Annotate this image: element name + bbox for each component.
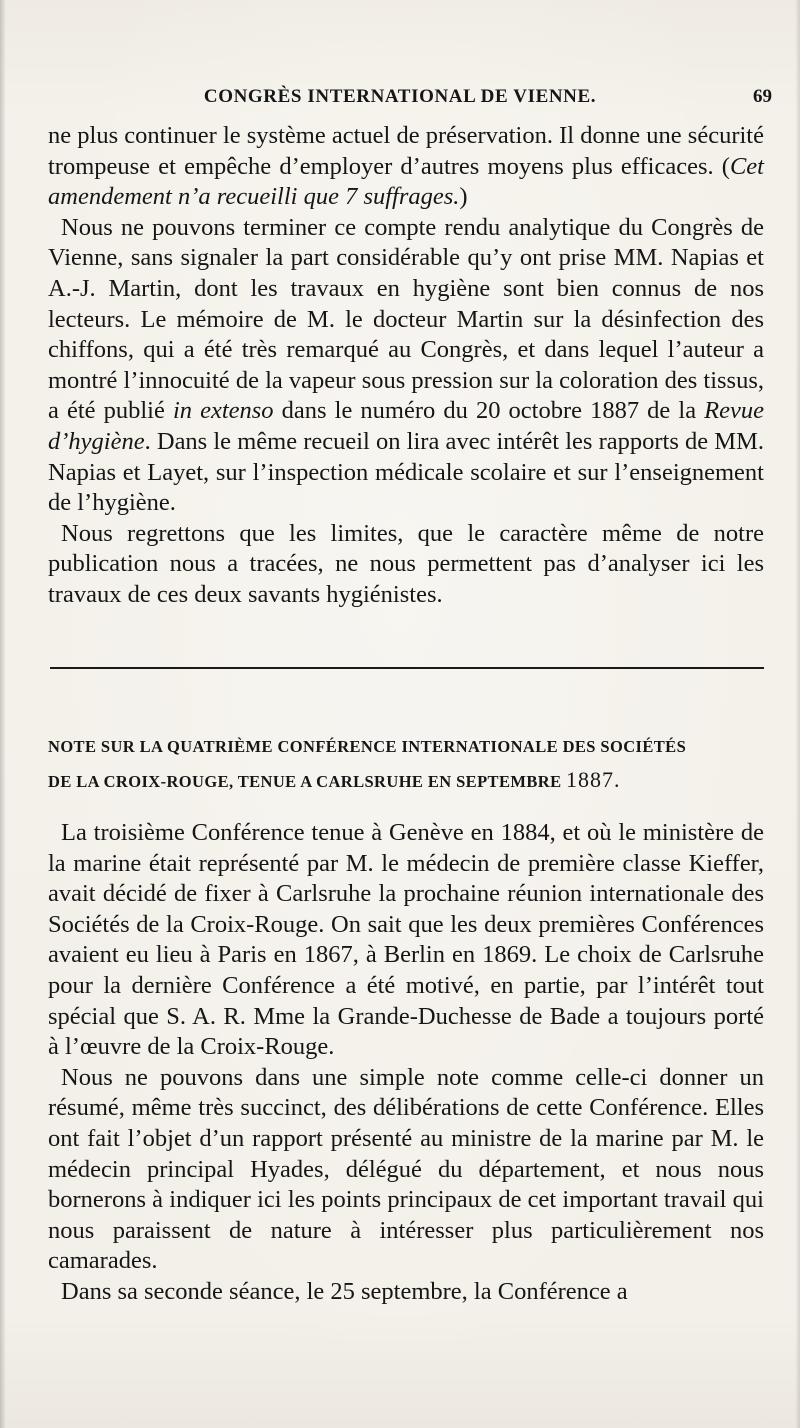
scan-edge-shadow-right [795,0,800,1428]
note-heading-line-2: DE LA CROIX-ROUGE, TENUE A CARLSRUHE EN SEPTEMBRE 1887. [48,767,621,792]
paragraph-resume: Nous ne pouvons dans une simple note comme celle-ci donner un résumé, même très succinct, des délibérations de cette Conférence. Elles ont fait l’objet d’un rapport présenté au ministre de la marine par M. le médecin principal Hyades, délégué du département, et nous nous bornerons à indiquer ici les points principaux de cet important travail qui nous paraissent de nature à intéresser plus particulièrement nos camarades. [48,1063,764,1275]
section-divider [50,667,764,669]
paragraph-congres-vienne: Nous ne pouvons terminer ce compte rendu analytique du Congrès de Vienne, sans signaler la part considérable qu’y ont prise MM. Napias et A.-J. Martin, dont les travaux en hygiène sont bien connus de nos lecteurs. Le mémoire de M. le docteur Martin sur la désinfection des chiffons, qui a été très remarqué au Congrès, et dans lequel l’auteur a montré l’innocuité de la vapeur sous pression sur la coloration des tissus, a été publié in extenso dans le numéro du 20 octobre 1887 de la Revue d’hygiène. Dans le même recueil on lira avec intérêt les rapports de MM. Napias et Layet, sur l’inspection médicale scolaire et sur l’enseignement de l’hygiène. [48,213,764,517]
paragraph-continuation: ne plus continuer le système actuel de préservation. Il donne une sécurité trompeuse et empêche d’employer d’autres moyens plus efficaces. (Cet amendement n’a recueilli que 7 suffrages.) [48,122,764,211]
italic-revue-hygiene: Revue d’hygiène [48,397,764,455]
page-header [0,86,800,112]
scan-edge-shadow-left [0,0,6,1428]
paragraph-troisieme-conference: La troisième Conférence tenue à Genève en 1884, et où le ministère de la marine était représenté par M. le médecin de première classe Kieffer, avait décidé de fixer à Carlsruhe la prochaine réunion internationale des Sociétés de la Croix-Rouge. On sait que les deux premières Conférences avaient eu lieu à Paris en 1867, à Berlin en 1869. Le choix de Carlsruhe pour la dernière Conférence a été motivé, en partie, par l’intérêt tout spécial que S. A. R. Mme la Grande-Duchesse de Bade a toujours porté à l’œuvre de la Croix-Rouge. [48,819,764,1061]
running-title: CONGRÈS INTERNATIONAL DE VIENNE. [203,86,597,107]
note-heading [48,730,764,798]
body-section-2 [48,818,764,1308]
paragraph-regrets: Nous regrettons que les limites, que le caractère même de notre publication nous a tracées, ne nous permettent pas d’analyser ici les travaux de ces deux savants hygiénistes. [48,519,764,608]
note-heading-line-1: NOTE SUR LA QUATRIÈME CONFÉRENCE INTERNATIONALE DES SOCIÉTÉS [48,737,687,756]
italic-in-extenso: in extenso [172,397,274,425]
paragraph-seconde-seance: Dans sa seconde séance, le 25 septembre, la Conférence a [61,1277,628,1305]
page-number: 69 [753,86,772,107]
note-heading-year: 1887. [566,767,621,792]
italic-note: Cet amendement n’a recueilli que 7 suffrages. [48,152,764,211]
body-section-1 [48,121,764,611]
